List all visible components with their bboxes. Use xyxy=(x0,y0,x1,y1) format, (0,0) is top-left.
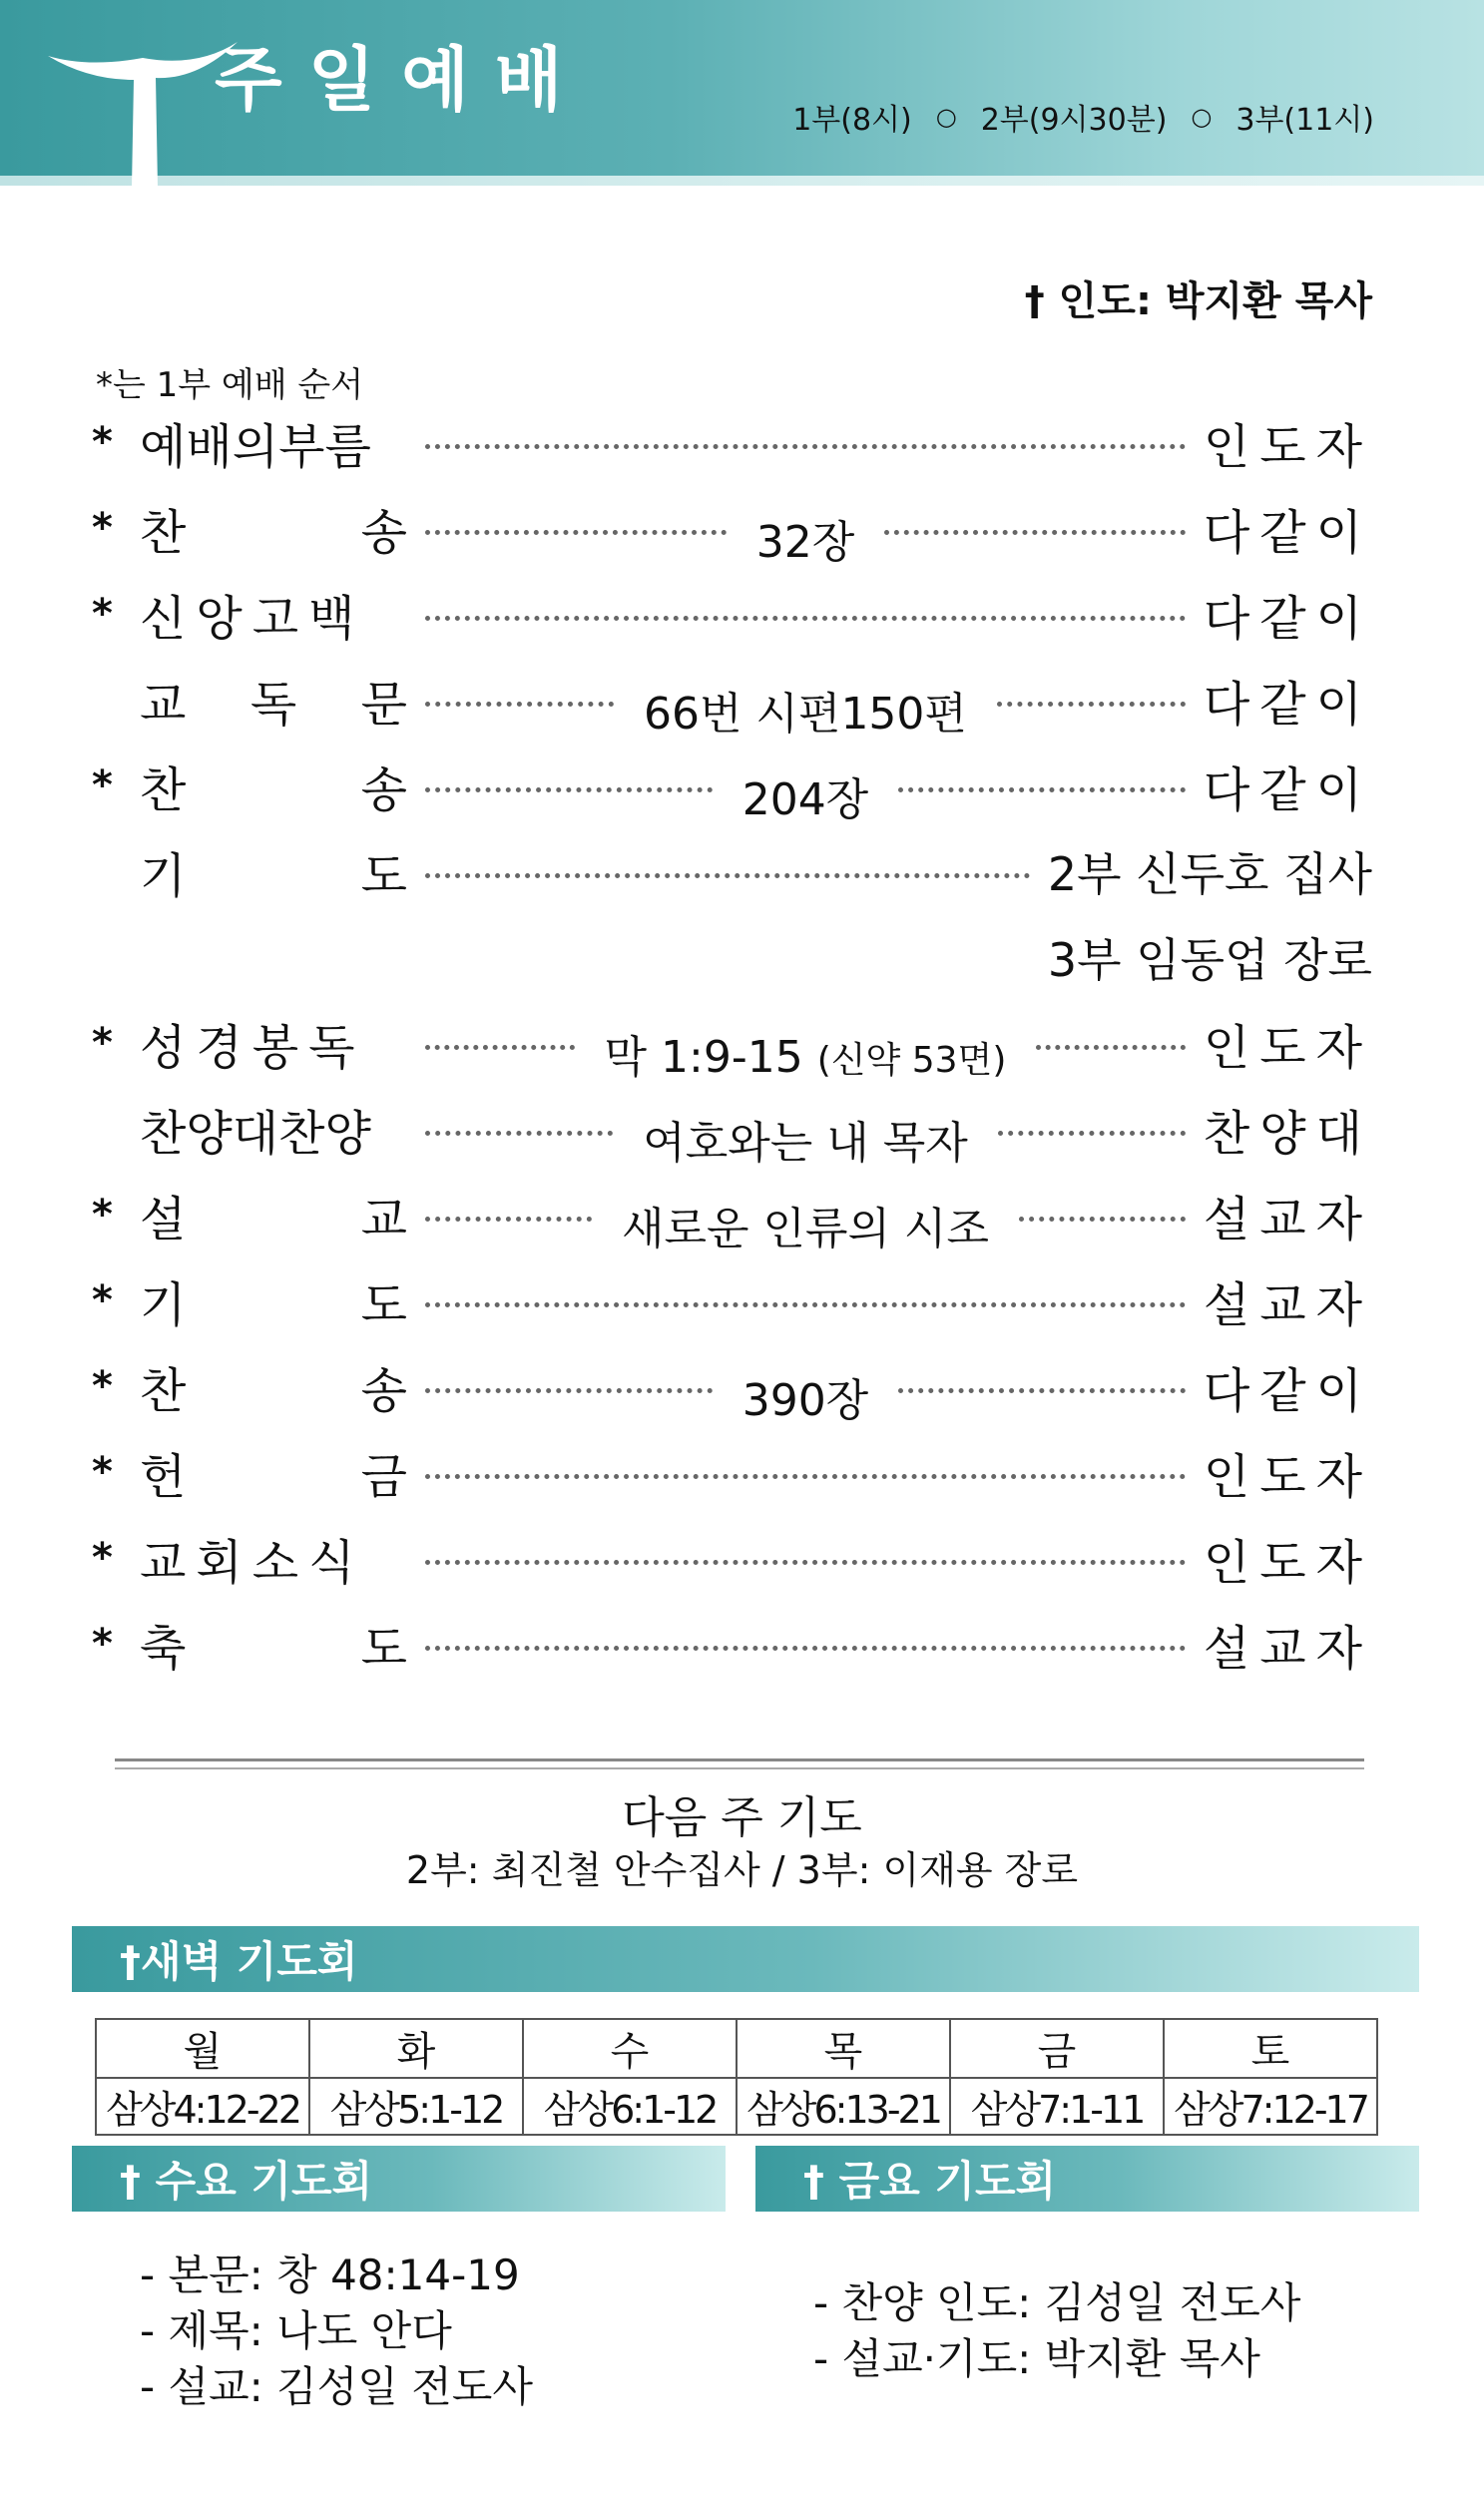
reading-cell: 삼상5:1-12 xyxy=(309,2078,523,2135)
order-row xyxy=(92,571,1372,657)
order-responder: 다같이 xyxy=(1203,1362,1373,1419)
day-cell: 화 xyxy=(309,2019,523,2078)
order-item: 성경봉독 xyxy=(140,1019,365,1076)
day-cell: 토 xyxy=(1164,2019,1377,2078)
order-responder: 다같이 xyxy=(1203,504,1373,561)
order-item: 교 독 문 xyxy=(140,676,407,733)
dotted-leader xyxy=(425,616,1186,621)
order-responder: 설교자 xyxy=(1203,1191,1372,1248)
day-cell: 수 xyxy=(523,2019,737,2078)
first-service-mark: * xyxy=(92,1449,113,1495)
order-row xyxy=(92,1343,1372,1429)
table-row xyxy=(96,2019,1377,2078)
first-service-mark: * xyxy=(92,419,113,465)
service-times xyxy=(792,95,1374,139)
order-item: 신앙고백 xyxy=(140,590,365,647)
order-of-worship xyxy=(92,399,1372,1687)
order-row xyxy=(92,1429,1372,1515)
first-service-mark: * xyxy=(92,1277,113,1323)
order-responder: 인도자 xyxy=(1203,418,1372,475)
page-title: 주일예배 xyxy=(215,39,589,121)
dotted-leader xyxy=(425,1646,1186,1651)
dotted-leader xyxy=(884,530,1186,535)
order-item: 찬양대찬양 xyxy=(140,1105,371,1162)
order-detail: 390장 xyxy=(742,1375,869,1426)
day-cell: 월 xyxy=(96,2019,309,2078)
dotted-leader xyxy=(898,787,1186,792)
dotted-leader xyxy=(1036,1045,1186,1050)
order-responder: 2부 신두호 집사 xyxy=(1047,847,1372,901)
dawn-prayer-title: †새벽 기도회 xyxy=(120,1937,358,1986)
order-detail: 막 1:9-15 (신약 53면) xyxy=(604,1032,1007,1083)
order-item: 기 도 xyxy=(140,847,407,904)
reading-cell: 삼상7:1-11 xyxy=(950,2078,1164,2135)
order-responder: 다같이 xyxy=(1203,761,1373,818)
reading-cell: 삼상4:12-22 xyxy=(96,2078,309,2135)
dotted-leader xyxy=(425,1302,1186,1307)
first-service-mark: * xyxy=(92,1363,113,1409)
dotted-leader xyxy=(425,1560,1186,1565)
order-row xyxy=(92,1172,1372,1257)
order-responder: 3부 임동업 장로 xyxy=(1047,933,1372,987)
reading-cell: 삼상6:1-12 xyxy=(523,2078,737,2135)
order-responder: 인도자 xyxy=(1203,1534,1372,1591)
order-responder: 찬양대 xyxy=(1203,1105,1373,1162)
day-cell: 금 xyxy=(950,2019,1164,2078)
order-note: *는 1부 예배 순서 xyxy=(96,365,364,405)
order-row xyxy=(92,485,1372,571)
service-time-2: 2부(9시30분) xyxy=(980,103,1168,138)
dotted-leader xyxy=(998,1131,1186,1136)
separator-dot: ○ xyxy=(935,103,957,131)
dotted-leader xyxy=(425,1388,713,1393)
order-responder: 인도자 xyxy=(1203,1019,1373,1076)
worship-leader: † 인도: 박지환 목사 xyxy=(1024,278,1372,324)
order-detail: 66번 시편150편 xyxy=(643,689,967,740)
order-responder: 인도자 xyxy=(1203,1448,1372,1505)
first-service-mark: * xyxy=(92,1020,113,1066)
friday-prayer-header xyxy=(755,2146,1419,2212)
dotted-leader xyxy=(425,873,1030,878)
order-row xyxy=(92,1601,1372,1687)
wednesday-prayer-list xyxy=(140,2248,533,2415)
order-detail: 여호와는 내 목자 xyxy=(643,1118,968,1169)
order-item: 기 도 xyxy=(140,1276,407,1333)
wednesday-prayer-header xyxy=(72,2146,726,2212)
service-time-3: 3부(11시) xyxy=(1236,103,1374,138)
list-item: - 설교: 김성일 전도사 xyxy=(140,2359,533,2415)
dotted-leader xyxy=(425,702,614,707)
order-row xyxy=(92,657,1372,743)
dotted-leader xyxy=(898,1388,1186,1393)
first-service-mark: * xyxy=(92,762,113,808)
order-row xyxy=(92,1086,1372,1172)
order-item: 헌 금 xyxy=(140,1448,407,1505)
list-item: - 설교·기도: 박지환 목사 xyxy=(813,2331,1300,2387)
order-responder: 다같이 xyxy=(1203,676,1372,733)
order-responder: 설교자 xyxy=(1203,1620,1372,1677)
list-item: - 찬양 인도: 김성일 전도사 xyxy=(813,2275,1300,2331)
dotted-leader xyxy=(425,1131,613,1136)
order-row xyxy=(92,1000,1372,1086)
cross-icon xyxy=(48,28,238,188)
order-row xyxy=(92,1257,1372,1343)
order-responder: 설교자 xyxy=(1203,1276,1372,1333)
order-item: 예배의부름 xyxy=(140,418,371,475)
order-detail: 204장 xyxy=(742,774,869,825)
order-row xyxy=(92,914,1372,1000)
friday-prayer-title: † 금요 기도회 xyxy=(803,2157,1057,2206)
table-row xyxy=(96,2078,1377,2135)
dotted-leader xyxy=(997,702,1186,707)
day-cell: 목 xyxy=(737,2019,950,2078)
first-service-mark: * xyxy=(92,1621,113,1667)
next-week-detail: 2부: 최진철 안수집사 / 3부: 이재용 장로 xyxy=(405,1848,1079,1892)
order-item: 축 도 xyxy=(140,1620,407,1677)
dawn-prayer-header xyxy=(72,1926,1419,1992)
separator-dot: ○ xyxy=(1191,103,1213,131)
section-divider xyxy=(115,1758,1364,1769)
friday-prayer-list xyxy=(813,2275,1300,2387)
dotted-leader xyxy=(1019,1217,1186,1222)
order-row xyxy=(92,828,1372,914)
order-item: 찬 송 xyxy=(140,1362,407,1419)
list-item: - 제목: 나도 안다 xyxy=(140,2303,533,2359)
next-week-title: 다음 주 기도 xyxy=(622,1792,862,1843)
reading-cell: 삼상7:12-17 xyxy=(1164,2078,1377,2135)
dotted-leader xyxy=(425,1217,592,1222)
dawn-prayer-table xyxy=(95,2018,1378,2136)
order-detail: 32장 xyxy=(755,517,855,568)
order-row xyxy=(92,399,1372,485)
wednesday-prayer-title: † 수요 기도회 xyxy=(120,2157,373,2206)
dotted-leader xyxy=(425,787,713,792)
order-item: 찬 송 xyxy=(140,761,407,818)
dotted-leader xyxy=(425,530,727,535)
dotted-leader xyxy=(425,1474,1186,1479)
first-service-mark: * xyxy=(92,1535,113,1581)
first-service-mark: * xyxy=(92,505,113,551)
dotted-leader xyxy=(425,444,1186,449)
reading-cell: 삼상6:13-21 xyxy=(737,2078,950,2135)
order-row xyxy=(92,743,1372,828)
first-service-mark: * xyxy=(92,591,113,637)
order-item: 설 교 xyxy=(140,1191,407,1248)
dotted-leader xyxy=(425,1045,575,1050)
order-row xyxy=(92,1515,1372,1601)
first-service-mark: * xyxy=(92,1192,113,1238)
service-time-1: 1부(8시) xyxy=(792,103,912,138)
order-detail: 새로운 인류의 시조 xyxy=(621,1204,989,1254)
order-item: 찬 송 xyxy=(140,504,407,561)
list-item: - 본문: 창 48:14-19 xyxy=(140,2248,533,2303)
order-item: 교회소식 xyxy=(140,1534,365,1591)
order-responder: 다같이 xyxy=(1203,590,1372,647)
